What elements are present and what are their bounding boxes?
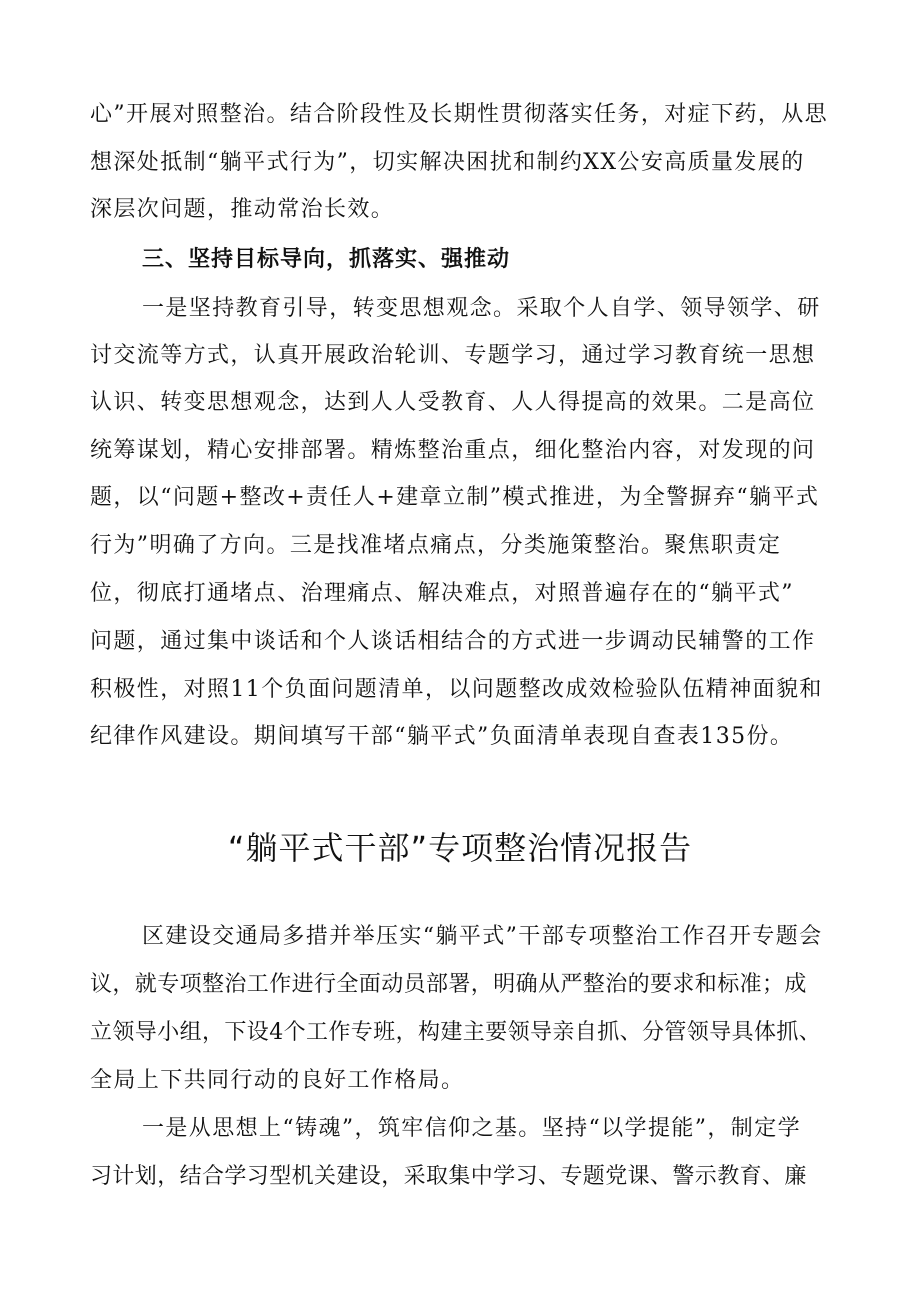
body-text-line: 认识、转变思想观念，达到人人受教育、人人得提高的效果。二是高位 [90, 390, 816, 415]
body-text-line: 纪律作风建设。期间填写干部“躺平式”负面清单表现自查表135份。 [90, 724, 794, 749]
body-text-line: 讨交流等方式，认真开展政治轮训、专题学习，通过学习教育统一思想 [90, 343, 816, 368]
section-heading: 三、坚持目标导向，抓落实、强推动 [142, 247, 511, 272]
body-text-line: 区建设交通局多措并举压实“躺平式”干部专项整治工作召开专题会 [142, 924, 823, 949]
body-text-line: 积极性，对照11个负面问题清单，以问题整改成效检验队伍精神面貌和 [90, 677, 823, 702]
body-text-line: 心”开展对照整治。结合阶段性及长期性贯彻落实任务，对症下药，从思 [90, 102, 829, 127]
body-text-line: 一是从思想上“铸魂”，筑牢信仰之基。坚持“以学提能”，制定学 [142, 1116, 801, 1141]
body-text-line: 位，彻底打通堵点、治理痛点、解决难点，对照普遍存在的“躺平式” [90, 581, 794, 606]
body-text-line: 深层次问题，推动常治长效。 [90, 197, 395, 222]
body-text-line: 行为”明确了方向。三是找准堵点痛点，分类施策整治。聚焦职责定 [90, 533, 782, 558]
body-text-line: 立领导小组，下设4个工作专班，构建主要领导亲自抓、分管领导具体抓、 [90, 1020, 822, 1045]
body-text-line: 统筹谋划，精心安排部署。精炼整治重点，细化整治内容，对发现的问 [90, 438, 816, 463]
body-text-line: 想深处抵制“躺平式行为”，切实解决困扰和制约XX公安高质量发展的 [90, 150, 805, 175]
body-text-line: 全局上下共同行动的良好工作格局。 [90, 1068, 465, 1093]
report-title: “躺平式干部”专项整治情况报告 [227, 829, 693, 867]
body-text-line: 议，就专项整治工作进行全面动员部署，明确从严整治的要求和标准；成 [90, 972, 807, 997]
body-text-line: 题，以“问题+整改+责任人+建章立制”模式推进，为全警摒弃“躺平式 [90, 485, 820, 510]
body-text-line: 一是坚持教育引导，转变思想观念。采取个人自学、领导领学、研 [142, 296, 821, 321]
body-text-line: 习计划，结合学习型机关建设，采取集中学习、专题党课、警示教育、廉 [90, 1164, 807, 1189]
body-text-line: 问题，通过集中谈话和个人谈话相结合的方式进一步调动民辅警的工作 [90, 629, 816, 654]
